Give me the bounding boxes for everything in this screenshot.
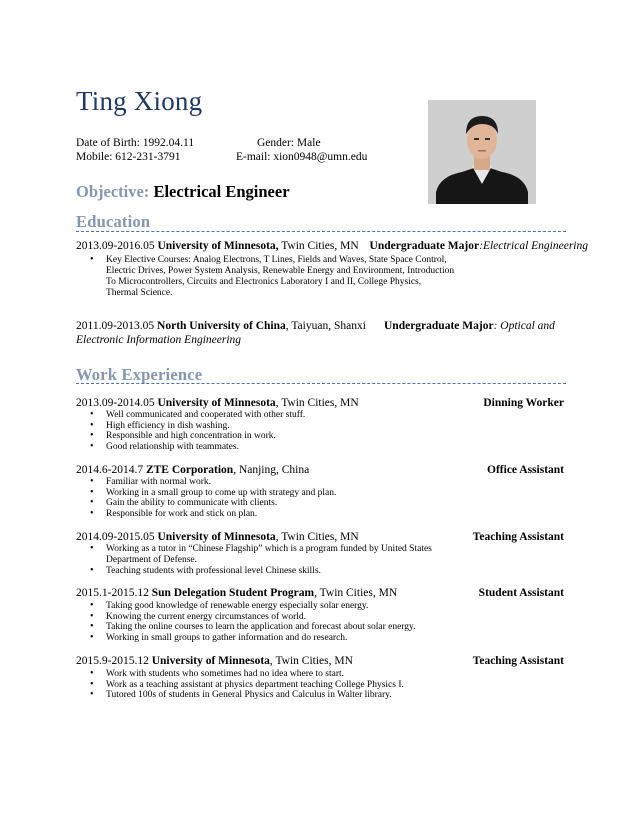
job-dates: 2013.09-2014.05 [76,397,155,409]
job-2-role: Office Assistant [487,464,564,476]
education-entry-2 [76,320,366,332]
education-entry-1 [76,240,588,252]
edu1-bullets [76,255,506,266]
list-item: • Knowing the current energy circumstances of world. [106,612,506,623]
list-item: • Work with students who sometimes had no idea where to start. [106,669,506,680]
edu2-major-line [384,320,555,332]
mobile: Mobile: 612-231-3791 [76,151,181,163]
work-heading: Work Experience [76,365,203,384]
job-dates: 2015.9-2015.12 [76,655,149,667]
job-place: , Nanjing, China [233,464,310,476]
edu1-courses-cont-3: Thermal Science. [106,288,173,298]
gender: Gender: Male [257,137,321,149]
job-2-bullets [76,477,506,519]
job-3-bullet-a [76,544,506,555]
job-org: ZTE Corporation [145,464,234,476]
job-1-bullets [76,410,506,452]
edu1-dates: 2013.09-2016.05 [76,240,155,252]
person-portrait-icon [428,100,536,204]
job-org: University of Minnesota [151,655,270,667]
job-4-bullets [76,601,506,643]
job-1-role: Dinning Worker [483,397,564,409]
job-3-role: Teaching Assistant [472,531,564,543]
job-5-role: Teaching Assistant [472,655,564,667]
list-item: • Tutored 100s of students in General Physics and Calculus in Walter library. [106,690,506,701]
job-5-header [76,655,353,667]
list-item: • Teaching students with professional level Chinese skills. [106,566,506,577]
edu1-major-label: Undergraduate Major [369,240,480,252]
job-4-role: Student Assistant [478,587,564,599]
list-item: • Working in a small group to come up with strategy and plan. [106,488,506,499]
list-item: • Key Elective Courses: Analog Electrons, T Lines, Fields and Waves, State Space Control, [106,255,506,266]
edu1-courses-cont-1: Electric Drives, Power System Analysis, Renewable Energy and Environment, Introduction [106,266,455,276]
job-place: , Twin Cities, MN [275,531,359,543]
job-3-bullet-b [76,566,506,577]
list-item: • Responsible for work and stick on plan. [106,509,506,520]
education-divider [76,231,566,232]
list-item: • Good relationship with teammates. [106,442,506,453]
job-dates: 2014.09-2015.05 [76,531,155,543]
job-4-header [76,587,397,599]
objective [76,182,290,202]
candidate-name: Ting Xiong [76,86,203,116]
list-item: • Familiar with normal work. [106,477,506,488]
list-item: • Responsible and high concentration in work. [106,431,506,442]
job-org: University of Minnesota [157,397,276,409]
list-item: • Working as a tutor in “Chinese Flagship” which is a program funded by United States [106,544,506,555]
work-divider [76,383,566,384]
job-place: , Twin Cities, MN [314,587,398,599]
edu2-major-label: Undergraduate Major [384,320,494,332]
edu2-school: North University of China [157,320,286,332]
list-item: • Taking good knowledge of renewable energy especially solar energy. [106,601,506,612]
edu2-dates: 2011.09-2013.05 [76,320,155,332]
objective-value: Electrical Engineer [153,182,290,201]
list-item: • Working in small groups to gather information and do research. [106,633,506,644]
job-dates: 2014.6-2014.7 [76,464,144,476]
job-5-bullets [76,669,506,701]
list-item: • Well communicated and cooperated with other stuff. [106,410,506,421]
date-of-birth: Date of Birth: 1992.04.11 [76,137,195,149]
job-org: University of Minnesota [157,531,276,543]
edu1-courses-cont-2: To Microcontrollers, Circuits and Electronics Laboratory I and II, College Physics, [106,277,422,287]
edu2-place: , Taiyuan, Shanxi [285,320,366,332]
job-2-header [76,464,309,476]
job-dates: 2015.1-2015.12 [76,587,149,599]
list-item: • High efficiency in dish washing. [106,421,506,432]
job-3-header [76,531,359,543]
list-item: • Taking the online courses to learn the application and forecast about solar energy. [106,622,506,633]
edu1-place: Twin Cities, MN [281,240,359,252]
list-item: • Work as a teaching assistant at physics department teaching College Physics I. [106,680,506,691]
job-place: , Twin Cities, MN [269,655,353,667]
profile-photo [428,100,536,204]
job-org: Sun Delegation Student Program [151,587,315,599]
edu1-major: :Electrical Engineering [479,240,589,252]
email: E-mail: xion0948@umn.edu [236,151,368,163]
education-heading: Education [76,212,151,231]
job-place: , Twin Cities, MN [275,397,359,409]
edu2-major: : Optical and [493,320,555,332]
edu2-major-cont: Electronic Information Engineering [76,334,242,346]
edu1-school: University of Minnesota, [157,240,279,252]
list-item: • Gain the ability to communicate with clients. [106,498,506,509]
job-1-header [76,397,359,409]
job-3-bullet-cont: Department of Defense. [106,555,198,565]
objective-label: Objective: [76,182,150,201]
